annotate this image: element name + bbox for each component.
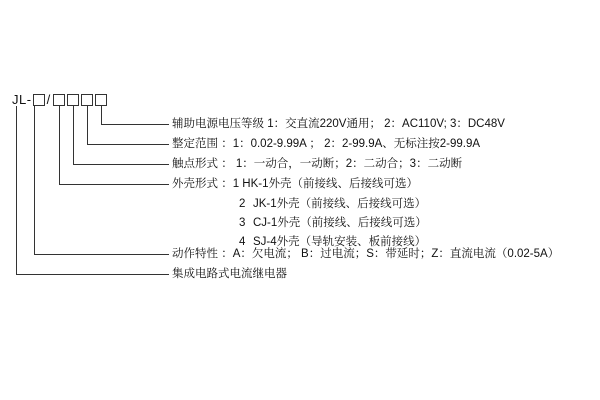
model-box-4 (81, 94, 93, 106)
model-box-3 (67, 94, 79, 106)
callout-contact-form: 触点形式 ： 1：一动合，一动断；2：二动合；3：二动断 (172, 158, 463, 170)
model-box-5 (95, 94, 107, 106)
shell-option-3-number: 3 (239, 217, 246, 229)
model-prefix: JL- (12, 91, 32, 107)
leader-line-contact-form-vertical (73, 106, 74, 164)
shell-option-3 (239, 216, 427, 231)
shell-option-3-text: CJ-1外壳（前接线、后接线可选） (253, 217, 427, 229)
callout-action-char: 动作特性 ：A：欠电流； B：过电流；S：带延时；Z：直流电流（0.02-5A） (172, 248, 560, 260)
leader-line-setting-range-horizontal (87, 144, 169, 145)
shell-option-2-text: JK-1外壳（前接线、后接线可选） (253, 198, 427, 210)
shell-option-2-number: 2 (239, 198, 246, 210)
shell-option-4-number: 4 (239, 236, 246, 248)
model-box-2 (53, 94, 65, 106)
leader-line-product-name-horizontal (16, 274, 169, 275)
callout-aux-power: 辅助电源电压等级 1：交直流220V通用； 2：AC110V; 3：DC48V (172, 118, 505, 130)
shell-option-4-text: SJ-4外壳（导轨安装、板前接线） (253, 236, 427, 248)
model-box-1 (33, 94, 45, 106)
callout-shell-form: 外壳形式 ：1 HK-1外壳（前接线、后接线可选） (172, 178, 418, 190)
shell-option-2 (239, 197, 426, 212)
leader-line-action-char-vertical (34, 106, 35, 254)
leader-line-shell-form-horizontal (59, 184, 169, 185)
model-code (12, 92, 108, 107)
callout-setting-range: 整定范围 ：1：0.02-9.99A ； 2：2-99.9A、无标注按2-99.9A (172, 138, 481, 150)
callout-product-name: 集成电路式电流继电器 (172, 268, 287, 280)
leader-line-aux-power-vertical (101, 106, 102, 124)
leader-line-contact-form-horizontal (73, 164, 169, 165)
leader-line-action-char-horizontal (34, 254, 169, 255)
leader-line-setting-range-vertical (87, 106, 88, 144)
leader-line-shell-form-vertical (59, 106, 60, 184)
leader-line-product-name-vertical (16, 106, 17, 274)
model-separator: / (46, 92, 51, 107)
leader-line-aux-power-horizontal (101, 124, 169, 125)
